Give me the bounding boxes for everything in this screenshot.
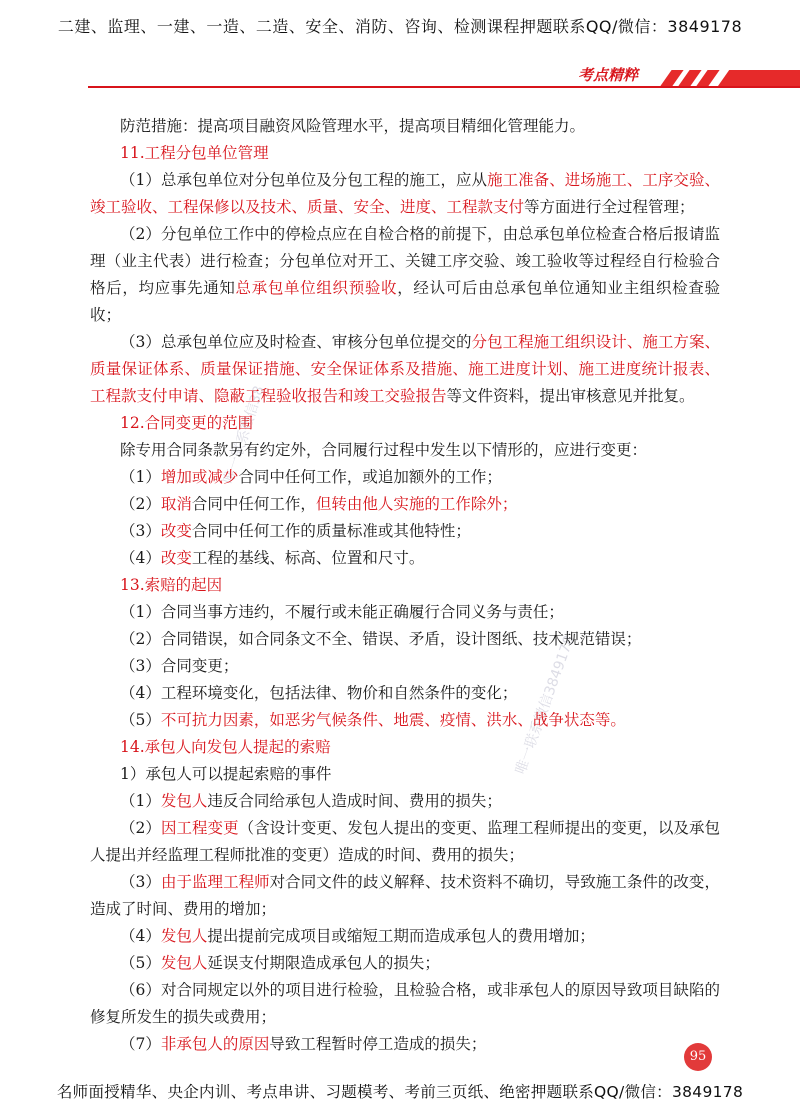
header-rule: [88, 86, 800, 88]
decorative-stripe-bar: [718, 70, 800, 86]
highlighted-text: 总承包单位组织预验收: [235, 279, 398, 297]
text-run: （2）: [120, 495, 161, 513]
highlighted-text: 非承包人的原因: [160, 1035, 270, 1053]
text-run: 合同中任何工作的质量标准或其他特性；: [191, 522, 471, 540]
highlighted-text: 施工准备、进场施工、工序交验、竣工验收、工程保修以及技术、质量、安全、进度、工程款支付: [90, 171, 720, 216]
paragraph: [90, 761, 720, 788]
section-tab-label: 考点精粹: [548, 64, 668, 86]
watermark: 唯一联系微信38: [220, 384, 268, 486]
text-run: （1）: [120, 468, 161, 486]
paragraph: [90, 518, 720, 545]
paragraph: [90, 221, 720, 329]
highlighted-text: 增加或减少: [160, 468, 239, 486]
text-run: （2）合同错误，如合同条文不全、错误、矛盾，设计图纸、技术规范错误；: [120, 630, 642, 648]
text-run: 合同中任何工作，或追加额外的工作；: [238, 468, 502, 486]
top-contact-banner: 二建、监理、一建、一造、二造、安全、消防、咨询、检测课程押题联系QQ/微信：3849178: [57, 17, 743, 36]
paragraph: [90, 113, 720, 140]
text-run: （3）: [120, 522, 161, 540]
paragraph: [90, 626, 720, 653]
paragraph: [90, 599, 720, 626]
paragraph: [90, 869, 720, 923]
paragraph: [90, 923, 720, 950]
paragraph: [90, 653, 720, 680]
document-body: [90, 113, 720, 1058]
text-run: （3）合同变更；: [120, 657, 239, 675]
paragraph: [90, 977, 720, 1031]
highlighted-text: 分包工程施工组织设计、施工方案、质量保证体系、质量保证措施、安全保证体系及措施、施工进度计划、施工进度统计报表、工程款支付申请、隐蔽工程验收报告和竣工交验报告: [90, 333, 720, 405]
text-run: （4）: [120, 927, 161, 945]
paragraph: [90, 464, 720, 491]
paragraph: [90, 815, 720, 869]
text-run: 提出提前完成项目或缩短工期而造成承包人的费用增加；: [207, 927, 595, 945]
text-run: 合同中任何工作，: [191, 495, 316, 513]
highlighted-text: 因工程变更: [160, 819, 239, 837]
watermark: 唯一联系微信3849178: [512, 633, 578, 777]
text-run: （1）合同当事方违约，不履行或未能正确履行合同义务与责任；: [120, 603, 564, 621]
text-run: （6）对合同规定以外的项目进行检验，且检验合格，或非承包人的原因导致项目缺陷的修复所发生的损失或费用；: [90, 981, 720, 1026]
highlighted-text: 由于监理工程师: [160, 873, 270, 891]
highlighted-text: 取消: [160, 495, 192, 513]
text-run: 对合同文件的歧义解释、技术资料不确切，导致施工条件的改变，造成了时间、费用的增加；: [90, 873, 720, 918]
paragraph: [90, 788, 720, 815]
section-heading: 14.承包人向发包人提起的索赔: [120, 738, 331, 756]
text-run: （5）: [120, 711, 161, 729]
paragraph: [90, 329, 720, 410]
text-run: 防范措施：提高项目融资风险管理水平，提高项目精细化管理能力。: [120, 117, 586, 135]
bottom-contact-banner: 名师面授精华、央企内训、考点串讲、习题模考、考前三页纸、绝密押题联系QQ/微信：3849178: [56, 1083, 744, 1101]
text-run: ，经认可后由总承包单位通知业主组织检查验收；: [90, 279, 720, 324]
paragraph: [90, 1031, 720, 1058]
text-run: 导致工程暂时停工造成的损失；: [269, 1035, 487, 1053]
page-number-badge: 95: [684, 1043, 712, 1071]
text-run: （4）: [120, 549, 161, 567]
highlighted-text: 发包人: [160, 792, 208, 810]
section-heading: 11.工程分包单位管理: [120, 144, 269, 162]
paragraph: [90, 950, 720, 977]
text-run: 等方面进行全过程管理；: [524, 198, 695, 216]
text-run: （7）: [120, 1035, 161, 1053]
text-run: （1）: [120, 792, 161, 810]
paragraph: [90, 545, 720, 572]
text-run: （4）工程环境变化，包括法律、物价和自然条件的变化；: [120, 684, 518, 702]
text-run: 工程的基线、标高、位置和尺寸。: [191, 549, 425, 567]
text-run: （1）总承包单位对分包单位及分包工程的施工，应从: [120, 171, 488, 189]
paragraph: [90, 167, 720, 221]
section-heading: 12.合同变更的范围: [120, 414, 254, 432]
highlighted-text: 改变: [160, 522, 192, 540]
text-run: （含设计变更、发包人提出的变更、监理工程师提出的变更，以及承包人提出并经监理工程师批准的变更）造成的时间、费用的损失；: [90, 819, 720, 864]
section-heading: 13.索赔的起因: [120, 576, 223, 594]
paragraph: [90, 491, 720, 518]
text-run: （3）总承包单位应及时检查、审核分包单位提交的: [120, 333, 472, 351]
section-header-bar: [0, 64, 800, 90]
text-run: 1）承包人可以提起索赔的事件: [120, 765, 332, 783]
highlighted-text: 但转由他人实施的工作除外；: [315, 495, 518, 513]
paragraph: [90, 707, 720, 734]
text-run: （3）: [120, 873, 161, 891]
highlighted-text: 不可抗力因素，如恶劣气候条件、地震、疫情、洪水、战争状态等。: [160, 711, 626, 729]
text-run: （2）: [120, 819, 161, 837]
text-run: 延误支付期限造成承包人的损失；: [207, 954, 440, 972]
highlighted-text: 发包人: [160, 954, 208, 972]
text-run: 等文件资料，提出审核意见并批复。: [446, 387, 695, 405]
paragraph: [90, 437, 720, 464]
text-run: 违反合同给承包人造成时间、费用的损失；: [207, 792, 502, 810]
highlighted-text: 改变: [160, 549, 192, 567]
highlighted-text: 发包人: [160, 927, 208, 945]
text-run: （2）分包单位工作中的停检点应在自检合格的前提下，由总承包单位检查合格后报请监理（业主代表）进行检查；分包单位对开工、关键工序交验、竣工验收等过程经自行检验合格后，均应事先通知: [90, 225, 720, 297]
paragraph: [90, 680, 720, 707]
text-run: （5）: [120, 954, 161, 972]
text-run: 除专用合同条款另有约定外，合同履行过程中发生以下情形的，应进行变更：: [120, 441, 648, 459]
